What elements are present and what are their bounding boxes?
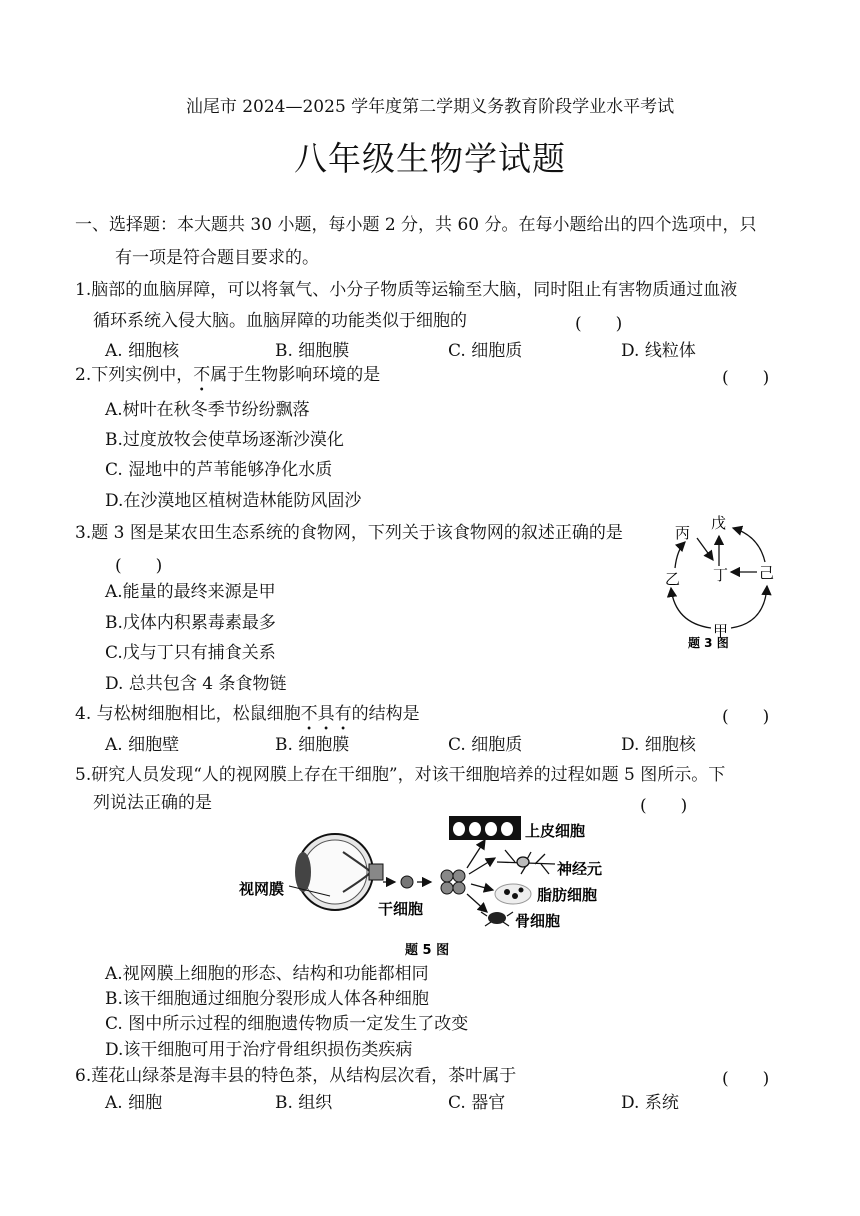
fat-cells-icon [495, 884, 531, 904]
q6-option-a: A. 细胞 [105, 1093, 163, 1113]
section1-line2: 有一项是符合题目要求的。 [115, 248, 319, 268]
label-retina: 视网膜 [239, 880, 285, 898]
arrow-to-fat [471, 884, 493, 890]
arrow-jia-yi [671, 588, 711, 628]
q3-stem: 3.题 3 图是某农田生态系统的食物网，下列关于该食物网的叙述正确的是 [75, 523, 623, 543]
q5-option-d: D.该干细胞可用于治疗骨组织损伤类疾病 [105, 1040, 413, 1060]
q3-food-web-figure [655, 508, 785, 653]
q2-stem-post: 属于生物影响环境的是 [210, 365, 381, 385]
section1-line1: 一、选择题：本大题共 30 小题，每小题 2 分，共 60 分。在每小题给出的四个选项中，只 [75, 215, 757, 235]
q3-answer-paren: ( ) [115, 556, 163, 576]
q2-option-a: A.树叶在秋冬季节纷纷飘落 [105, 400, 310, 420]
label-bone-cell: 骨细胞 [515, 912, 561, 930]
label-neuron: 神经元 [557, 860, 603, 878]
q6-option-b: B. 组织 [275, 1093, 333, 1113]
q4-option-b: B. 细胞膜 [275, 735, 350, 755]
q6-option-d: D. 系统 [621, 1093, 679, 1113]
q4-option-a: A. 细胞壁 [105, 735, 180, 755]
q4-stem-emphasis-1: 不 [300, 704, 318, 724]
node-bing: 丙 [675, 524, 691, 542]
q6-option-c: C. 器官 [448, 1093, 506, 1113]
q3-figure-caption: 题 3 图 [688, 636, 729, 650]
subject-title: 八年级生物学试题 [294, 139, 566, 178]
q4-option-d: D. 细胞核 [621, 735, 696, 755]
q1-option-a: A. 细胞核 [105, 341, 180, 361]
arrow-bing-ding [697, 538, 713, 560]
node-jia: 甲 [713, 622, 729, 640]
q3-option-a: A.能量的最终来源是甲 [105, 582, 276, 602]
q4-stem-emphasis-2: 具 [317, 704, 335, 724]
arrow-jia-ji [731, 586, 767, 628]
q2-option-b: B.过度放牧会使草场逐渐沙漠化 [105, 430, 344, 450]
q2-answer-paren: ( ) [722, 368, 770, 388]
stem-cell-cluster [441, 870, 465, 894]
q4-answer-paren: ( ) [722, 707, 770, 727]
q2-stem-emphasis: 不 [193, 365, 211, 385]
arrow-ji-wu [733, 528, 765, 562]
q4-stem [75, 702, 420, 726]
q5-answer-paren: ( ) [640, 796, 688, 816]
q6-stem: 6.莲花山绿茶是海丰县的特色茶，从结构层次看，茶叶属于 [75, 1066, 517, 1086]
q1-answer-paren: ( ) [575, 314, 623, 334]
q5-option-a: A.视网膜上细胞的形态、结构和功能都相同 [105, 964, 429, 984]
arrow-to-neuron [469, 858, 495, 874]
q5-option-c: C. 图中所示过程的细胞遗传物质一定发生了改变 [105, 1014, 469, 1034]
eye-icon [295, 834, 383, 910]
node-ji: 己 [759, 564, 775, 582]
q5-figure-caption: 题 5 图 [405, 943, 450, 958]
label-fat-cell: 脂肪细胞 [537, 886, 598, 904]
q5-stem-cell-figure [235, 812, 635, 962]
q2-option-c: C. 湿地中的芦苇能够净化水质 [105, 460, 333, 480]
stem-cell-single [401, 876, 413, 888]
q5-option-b: B.该干细胞通过细胞分裂形成人体各种细胞 [105, 989, 429, 1009]
exam-title: 汕尾市 2024—2025 学年度第二学期义务教育阶段学业水平考试 [185, 97, 675, 117]
arrow-to-epithelial [467, 840, 485, 868]
q4-stem-post: 的结构是 [351, 704, 420, 724]
label-epithelial: 上皮细胞 [525, 822, 586, 840]
q2-stem [75, 363, 380, 387]
node-yi: 乙 [665, 570, 681, 588]
node-ding: 丁 [713, 566, 729, 584]
q1-option-c: C. 细胞质 [448, 341, 523, 361]
label-stem-cell: 干细胞 [378, 900, 424, 918]
q3-option-d: D. 总共包含 4 条食物链 [105, 674, 287, 694]
q1-option-b: B. 细胞膜 [275, 341, 350, 361]
arrow-yi-bing [675, 542, 685, 568]
q2-option-d: D.在沙漠地区植树造林能防风固沙 [105, 491, 362, 511]
q4-option-c: C. 细胞质 [448, 735, 523, 755]
q3-option-b: B.戊体内积累毒素最多 [105, 613, 276, 633]
q1-option-d: D. 线粒体 [621, 341, 696, 361]
neuron-icon [497, 850, 555, 874]
q4-stem-pre: 4. 与松树细胞相比，松鼠细胞 [75, 704, 301, 724]
q1-stem-line2: 循环系统入侵大脑。血脑屏障的功能类似于细胞的 [93, 311, 467, 331]
q6-answer-paren: ( ) [722, 1069, 770, 1089]
node-wu: 戊 [711, 514, 727, 532]
q5-stem-line2: 列说法正确的是 [93, 793, 212, 813]
epithelial-cells-icon [449, 816, 521, 840]
q2-stem-pre: 2.下列实例中， [75, 365, 194, 385]
q3-option-c: C.戊与丁只有捕食关系 [105, 643, 276, 663]
q5-stem-line1: 5.研究人员发现“人的视网膜上存在干细胞”，对该干细胞培养的过程如题 5 图所示。下 [75, 765, 726, 785]
q4-stem-emphasis-3: 有 [334, 704, 352, 724]
arrow-to-bone [467, 894, 487, 912]
bone-cell-icon [481, 912, 513, 926]
q1-stem-line1: 1.脑部的血脑屏障，可以将氧气、小分子物质等运输至大脑，同时阻止有害物质通过血液 [75, 280, 738, 300]
